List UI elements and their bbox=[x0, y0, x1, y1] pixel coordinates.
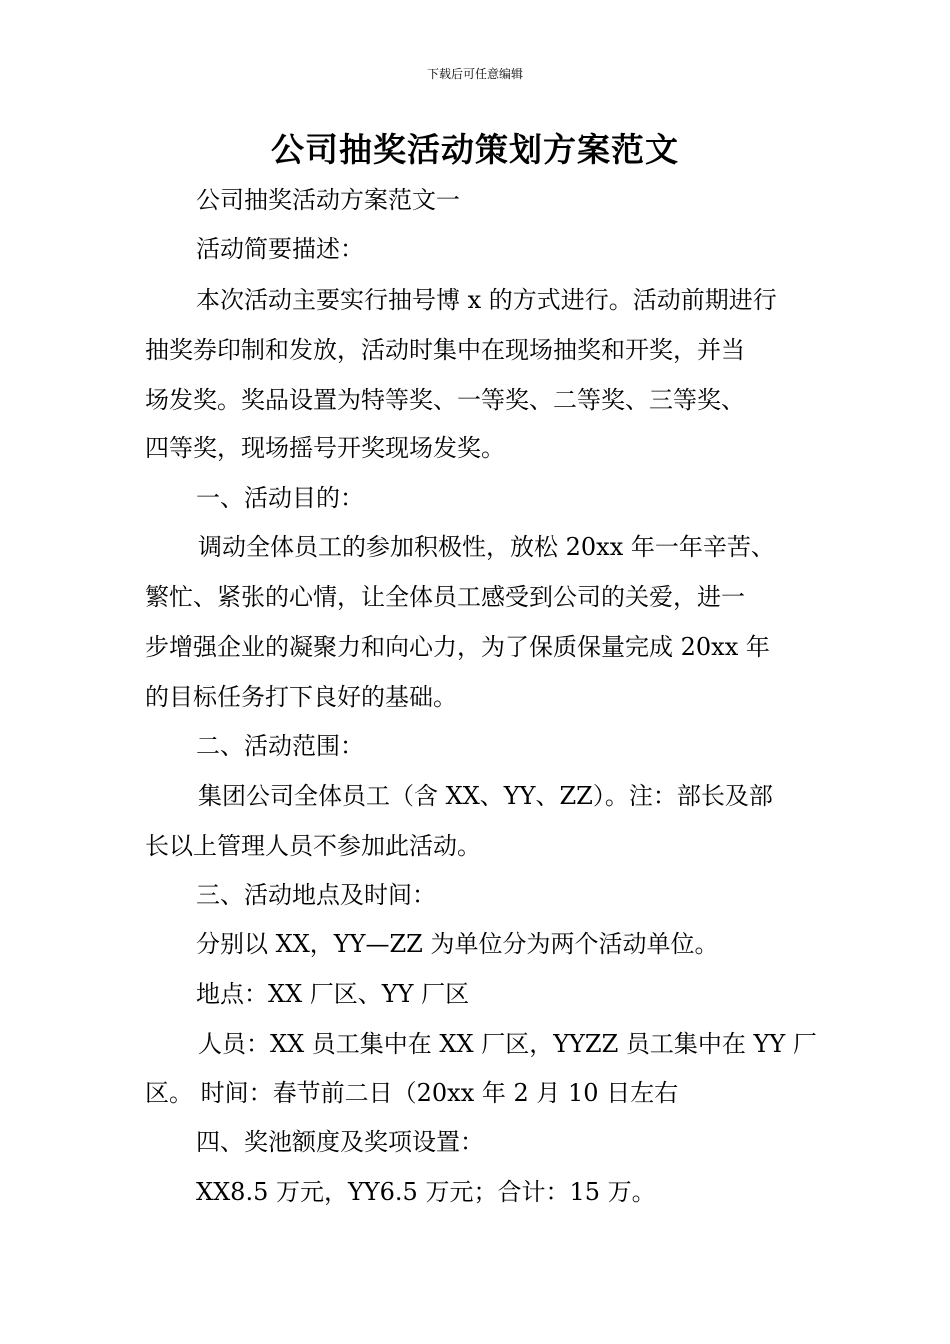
paragraph-line: 集团公司全体员工（含 XX、YY、ZZ）。注：部长及部 bbox=[198, 782, 773, 810]
header-note: 下载后可任意编辑 bbox=[426, 67, 523, 81]
section-heading-description: 活动简要描述： bbox=[196, 235, 364, 263]
section-heading-1: 一、活动目的： bbox=[196, 484, 364, 512]
document-title: 公司抽奖活动策划方案范文 bbox=[271, 130, 679, 169]
paragraph-line: 场发奖。奖品设置为特等奖、一等奖、二等奖、三等奖、 bbox=[145, 386, 745, 414]
paragraph-line: XX8.5 万元，YY6.5 万元；合计：15 万。 bbox=[196, 1178, 656, 1206]
section-heading-2: 二、活动范围： bbox=[196, 732, 364, 760]
section-heading-3: 三、活动地点及时间： bbox=[196, 881, 436, 909]
paragraph-line: 抽奖券印制和发放，活动时集中在现场抽奖和开奖，并当 bbox=[145, 336, 745, 364]
paragraph-line: 长以上管理人员不参加此活动。 bbox=[145, 832, 481, 860]
subtitle-line: 公司抽奖活动方案范文一 bbox=[196, 186, 460, 214]
paragraph-line: 分别以 XX，YY—ZZ 为单位分为两个活动单位。 bbox=[196, 930, 719, 958]
paragraph-line: 本次活动主要实行抽号博 x 的方式进行。活动前期进行 bbox=[196, 286, 777, 314]
section-heading-4: 四、奖池额度及奖项设置： bbox=[196, 1128, 484, 1156]
paragraph-line: 四等奖，现场摇号开奖现场发奖。 bbox=[145, 434, 505, 462]
paragraph-line: 繁忙、紧张的心情，让全体员工感受到公司的关爱，进一 bbox=[145, 583, 745, 611]
paragraph-line: 人员：XX 员工集中在 XX 厂区，YYZZ 员工集中在 YY 厂 bbox=[198, 1030, 817, 1058]
paragraph-line: 步增强企业的凝聚力和向心力，为了保质保量完成 20xx 年 bbox=[145, 633, 770, 661]
paragraph-line: 地点：XX 厂区、YY 厂区 bbox=[196, 980, 470, 1008]
paragraph-line: 的目标任务打下良好的基础。 bbox=[145, 683, 457, 711]
paragraph-line: 调动全体员工的参加积极性，放松 20xx 年一年辛苦、 bbox=[198, 533, 775, 561]
paragraph-line: 区。 时间：春节前二日（20xx 年 2 月 10 日左右 bbox=[145, 1079, 679, 1107]
